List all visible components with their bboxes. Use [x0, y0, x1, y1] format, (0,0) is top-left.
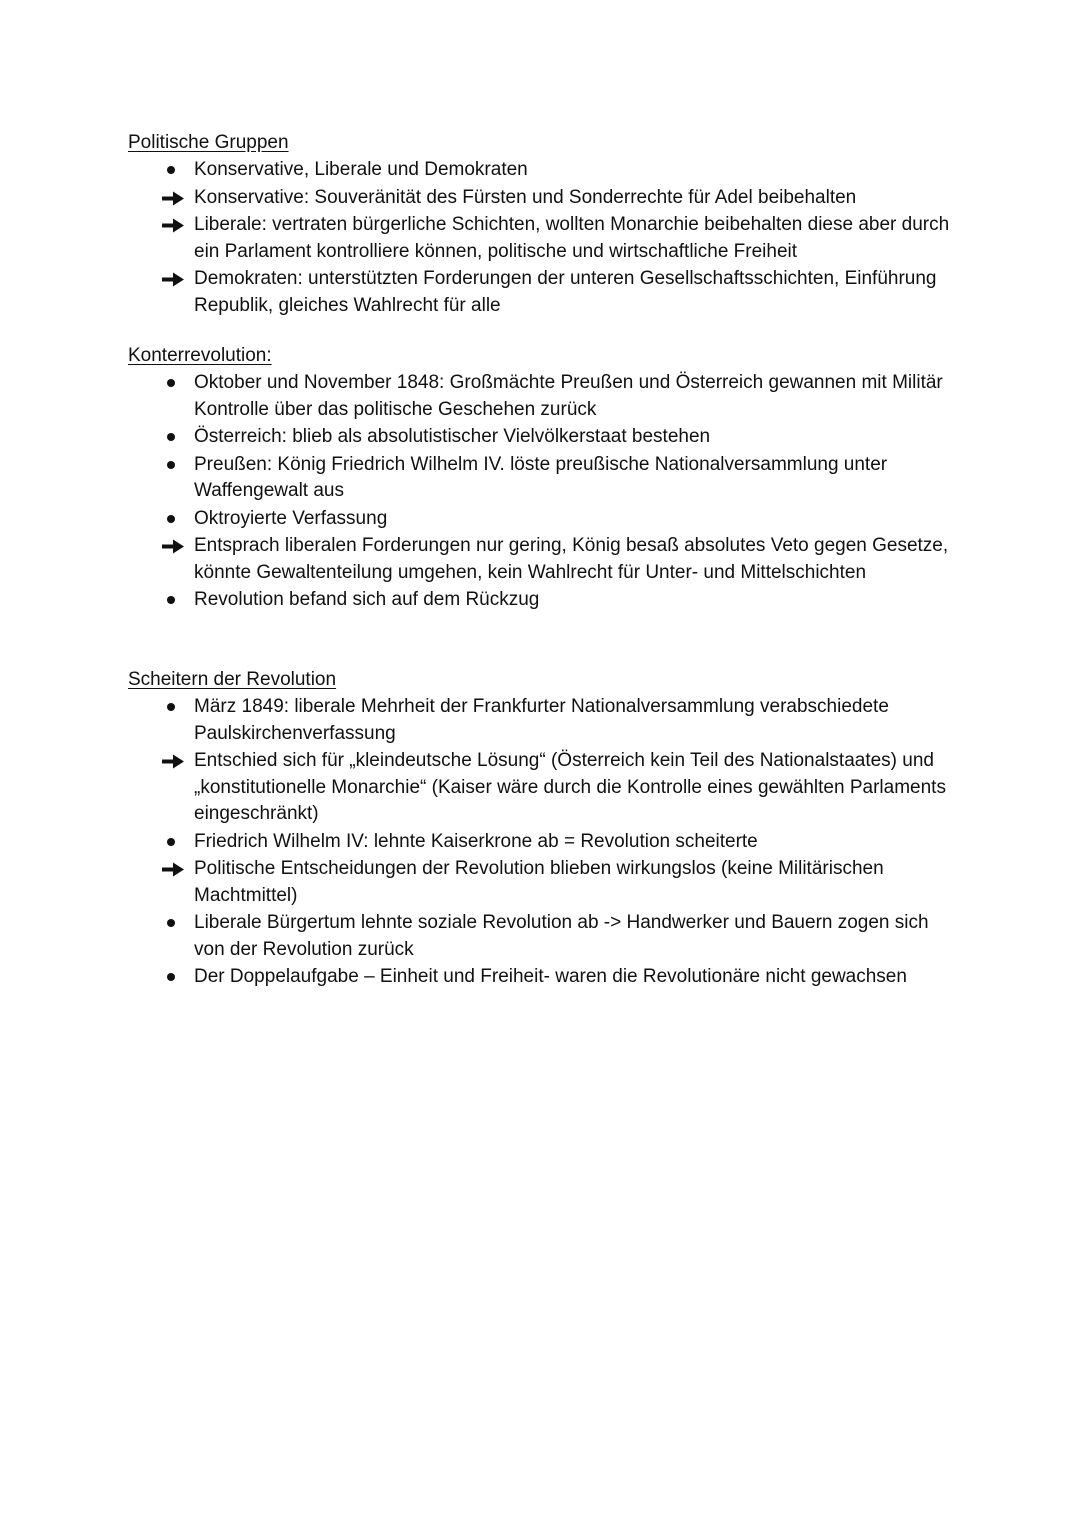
list-item-text: Der Doppelaufgabe – Einheit und Freiheit- waren die Revolutionäre nicht gewachsen — [194, 966, 907, 987]
list-item — [128, 266, 958, 319]
arrow-right-icon — [160, 856, 186, 882]
list-item — [128, 452, 958, 505]
bullet-icon — [160, 829, 186, 855]
list-item — [128, 694, 958, 747]
bullet-icon — [160, 910, 186, 936]
list-item-text: Friedrich Wilhelm IV: lehnte Kaiserkrone ab = Revolution scheiterte — [194, 830, 758, 852]
list-item — [128, 533, 958, 586]
arrow-right-icon — [160, 185, 186, 211]
list-item-text: Liberale Bürgertum lehnte soziale Revolution ab -> Handwerker und Bauern zogen sich von der Revolution zurück — [194, 912, 929, 960]
list-item — [128, 964, 958, 991]
list-item-text: Politische Entscheidungen der Revolution blieben wirkungslos (keine Militärischen Machtmittel) — [194, 858, 884, 906]
section-heading: Scheitern der Revolution — [128, 669, 337, 690]
bullet-list — [128, 694, 958, 991]
list-item-text: Oktroyierte Verfassung — [194, 507, 388, 529]
list-item — [128, 748, 958, 828]
arrow-right-icon — [160, 212, 186, 238]
section-scheitern-der-revolution — [128, 667, 958, 992]
bullet-icon — [160, 694, 186, 720]
list-item-text: Liberale: vertraten bürgerliche Schichten, wollten Monarchie beibehalten diese aber durch ein Parlament kontrolliere können, politische und wirtschaftliche Freiheit — [194, 214, 950, 262]
bullet-list — [128, 157, 958, 319]
bullet-icon — [160, 157, 186, 183]
list-item — [128, 856, 958, 909]
list-item — [128, 506, 958, 533]
list-item — [128, 157, 958, 184]
section-heading: Politische Gruppen — [128, 132, 289, 153]
list-item — [128, 370, 958, 423]
list-item-text: Oktober und November 1848: Großmächte Preußen und Österreich gewannen mit Militär Kontrolle über das politische Geschehen zurück — [194, 372, 943, 420]
section-politische-gruppen — [128, 130, 958, 320]
list-item-text: Revolution befand sich auf dem Rückzug — [194, 589, 540, 610]
bullet-icon — [160, 424, 186, 450]
list-item-text: Österreich: blieb als absolutistischer Vielvölkerstaat bestehen — [194, 426, 711, 447]
list-item-text: Konservative: Souveränität des Fürsten und Sonderrechte für Adel beibehalten — [194, 186, 857, 208]
bullet-icon — [160, 506, 186, 532]
list-item — [128, 829, 958, 856]
list-item — [128, 424, 958, 451]
list-item — [128, 185, 958, 212]
bullet-icon — [160, 964, 186, 990]
bullet-list — [128, 370, 958, 614]
section-konterrevolution — [128, 343, 958, 615]
list-item-text: Preußen: König Friedrich Wilhelm IV. löste preußische Nationalversammlung unter Waffengewalt aus — [194, 453, 888, 501]
list-item — [128, 212, 958, 265]
bullet-icon — [160, 452, 186, 478]
list-item — [128, 587, 958, 614]
arrow-right-icon — [160, 748, 186, 774]
list-item-text: Entsprach liberalen Forderungen nur gering, König besaß absolutes Veto gegen Gesetze, könnte Gewaltenteilung umgehen, kein Wahlrecht für Unter- und Mittelschichten — [194, 535, 949, 583]
list-item-text: Entschied sich für „kleindeutsche Lösung“ (Österreich kein Teil des Nationalstaates) und „konstitutionelle Monarchie“ (Kaiser wäre durch die Kontrolle eines gewählten Parlaments eingeschränkt) — [194, 750, 946, 824]
list-item-text: Demokraten: unterstützten Forderungen der unteren Gesellschaftsschichten, Einführung Republik, gleiches Wahlrecht für alle — [194, 268, 937, 316]
section-heading: Konterrevolution: — [128, 345, 272, 366]
list-item-text: Konservative, Liberale und Demokraten — [194, 159, 528, 180]
list-item-text: März 1849: liberale Mehrheit der Frankfurter Nationalversammlung verabschiedete Paulskirchenverfassung — [194, 696, 889, 744]
list-item — [128, 910, 958, 963]
arrow-right-icon — [160, 533, 186, 559]
bullet-icon — [160, 587, 186, 613]
bullet-icon — [160, 370, 186, 396]
arrow-right-icon — [160, 266, 186, 292]
